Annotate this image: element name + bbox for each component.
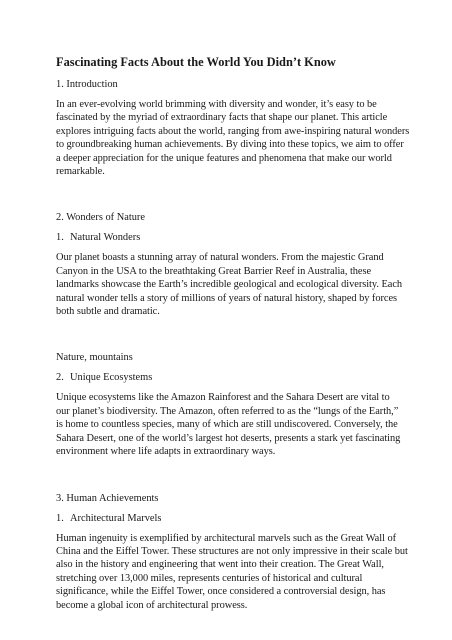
paragraph-line: Unique ecosystems like the Amazon Rainforest and the Sahara Desert are vital to xyxy=(56,392,390,404)
paragraph-line: stretching over 13,000 miles, represents centuries of historical and cultural xyxy=(56,572,363,584)
ecosystems-paragraph xyxy=(56,391,401,458)
section-heading-introduction: 1. Introduction xyxy=(56,79,118,90)
subheading-number: 2. xyxy=(56,372,64,384)
paragraph-line: is home to countless species, many of which are still undiscovered. Conversely, the xyxy=(56,419,398,431)
subheading-label: Natural Wonders xyxy=(70,232,141,244)
paragraph-line: environment where life adapts in extraordinary ways. xyxy=(56,446,276,458)
subheading-architectural-marvels xyxy=(56,512,396,525)
paragraph-line: also in the history and engineering that went into their creation. The Great Wall, xyxy=(56,559,384,571)
section-heading-human-achievements: 3. Human Achievements xyxy=(56,492,159,504)
paragraph-line: natural wonder tells a story of millions of years of natural history, shaped by forces xyxy=(56,292,398,304)
paragraph-line: Human ingenuity is exemplified by architectural marvels such as the Great Wall of xyxy=(56,532,397,544)
paragraph-line: fascinated by the myriad of extraordinary facts that shape our planet. This article xyxy=(56,112,388,124)
subheading-label: Unique Ecosystems xyxy=(70,372,153,384)
document-title: Fascinating Facts About the World You Didn’t Know xyxy=(56,55,336,69)
paragraph-line: to groundbreaking human achievements. By diving into these topics, we aim to offer xyxy=(56,139,404,151)
paragraph-line: In an ever-evolving world brimming with diversity and wonder, it’s easy to be xyxy=(56,99,377,110)
subheading-number: 1. xyxy=(56,512,64,524)
paragraph-line: Sahara Desert, one of the world’s largest hot deserts, presents a stark yet fascinating xyxy=(56,432,401,444)
paragraph-line: China and the Eiffel Tower. These structures are not only impressive in their scale but xyxy=(56,545,408,557)
paragraph-line: explores intriguing facts about the world, ranging from awe-inspiring natural wonders xyxy=(56,125,410,137)
natural-wonders-paragraph xyxy=(56,251,403,318)
paragraph-line: a deeper appreciation for the unique features and phenomena that make our world xyxy=(56,152,392,164)
subheading-number: 1. xyxy=(56,232,64,244)
subheading-natural-wonders xyxy=(56,231,396,244)
paragraph-line: become a global icon of architectural prowess. xyxy=(56,599,248,611)
paragraph-line: our planet’s biodiversity. The Amazon, often referred to as the “lungs of the Earth,” xyxy=(56,405,399,417)
subheading-unique-ecosystems xyxy=(56,371,396,384)
paragraph-line: Canyon in the USA to the breathtaking Great Barrier Reef in Australia, these xyxy=(56,265,372,277)
paragraph-line: significance, while the Eiffel Tower, once considered a controversial design, has xyxy=(56,586,386,598)
paragraph-line: remarkable. xyxy=(56,166,105,178)
paragraph-line: both subtle and dramatic. xyxy=(56,306,160,318)
paragraph-line: Our planet boasts a stunning array of natural wonders. From the majestic Grand xyxy=(56,252,384,264)
paragraph-line: landmarks showcase the Earth’s incredible geological and ecological diversity. Each xyxy=(56,279,403,291)
intro-paragraph xyxy=(56,98,410,178)
section-heading-wonders-of-nature: 2. Wonders of Nature xyxy=(56,212,145,224)
image-caption: Nature, mountains xyxy=(56,352,133,364)
subheading-label: Architectural Marvels xyxy=(70,512,162,524)
architecture-paragraph xyxy=(56,532,408,612)
